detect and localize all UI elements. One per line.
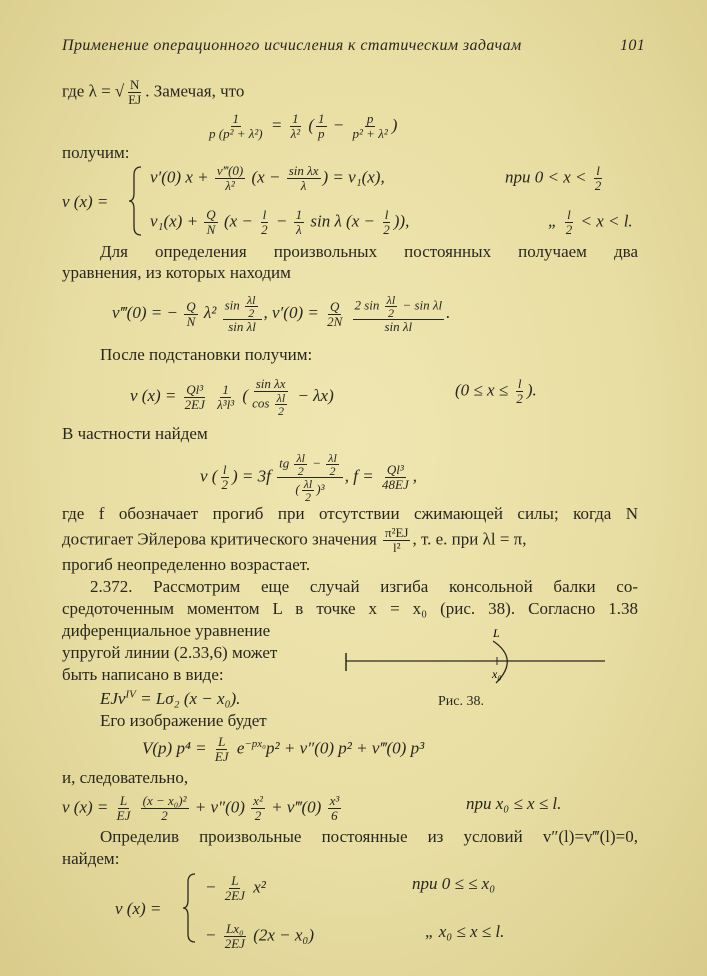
numerator: [383, 208, 391, 223]
numerator: [220, 383, 231, 398]
text-line: быть написано в виде:: [62, 665, 224, 684]
math-text: −: [308, 455, 325, 471]
math-text: + v‴(0): [266, 797, 326, 817]
math-text: x³: [329, 793, 340, 808]
fraction: [250, 377, 291, 417]
math-text: λl: [296, 451, 305, 465]
fraction: [275, 392, 288, 417]
fraction: [215, 383, 236, 412]
fraction: [294, 208, 305, 237]
numerator: [254, 377, 288, 392]
formula-partial-fractions: [205, 112, 397, 141]
formula-midpoint: [200, 452, 417, 503]
text-line: Определив произвольные постоянные из условий v″(l)=v‴(l)=0,: [100, 827, 638, 846]
numerator: [294, 208, 305, 223]
denominator: [246, 307, 256, 319]
formula-differential-equation: [100, 689, 240, 709]
math-text: v‴(0): [216, 163, 244, 178]
math-text: l: [262, 207, 267, 222]
math-text: 2: [565, 222, 573, 237]
fraction: [316, 112, 327, 141]
denominator: [303, 491, 313, 503]
math-text: EJ: [128, 92, 142, 107]
formula-condition: [505, 164, 605, 193]
math-text: λ: [296, 222, 302, 237]
math-text: x²: [248, 877, 266, 897]
math-text: 2: [304, 490, 311, 504]
fraction: [223, 294, 262, 334]
math-text: Lx₀: [226, 921, 244, 936]
math-text: 1: [232, 111, 240, 126]
math-text: 2: [261, 222, 268, 237]
denominator: [253, 809, 264, 823]
text-line: и, следовательно,: [62, 768, 189, 787]
denominator: [293, 478, 326, 503]
denominator: [213, 750, 231, 764]
math-text: 2 sin: [354, 297, 383, 313]
math-text: (: [295, 481, 300, 497]
denominator: [115, 809, 133, 823]
formula-laplace-image: [142, 735, 424, 764]
denominator: [328, 465, 338, 477]
math-text: 2: [387, 306, 394, 320]
math-text: sin: [224, 297, 243, 313]
numerator: [128, 78, 141, 93]
math-text: N: [130, 77, 140, 92]
math-text: L: [231, 873, 239, 888]
math-text: λl: [303, 477, 313, 491]
math-text: N: [206, 222, 216, 237]
denominator: [250, 392, 291, 417]
math-text: [134, 797, 138, 816]
numerator: [221, 463, 229, 478]
math-text: x²: [253, 793, 263, 808]
fraction: [564, 208, 575, 237]
fraction: [277, 452, 343, 503]
numerator: [229, 874, 240, 889]
numerator: [277, 452, 343, 478]
numerator: [385, 463, 406, 478]
math-text: −: [205, 877, 221, 897]
denominator: [391, 541, 403, 555]
math-text: Q: [186, 298, 196, 314]
math-text: )³: [316, 481, 325, 497]
fraction: [126, 78, 143, 107]
denominator: [380, 478, 411, 492]
math-text: 1: [222, 381, 229, 397]
math-text: 2EJ: [184, 396, 205, 412]
math-text: V(p) p⁴ =: [142, 738, 211, 758]
formula-constants: [112, 294, 450, 334]
denominator: [294, 223, 304, 237]
numerator: [328, 794, 342, 809]
math-text: ): [391, 115, 398, 135]
math-text: Q: [329, 298, 340, 314]
fraction: [381, 208, 392, 237]
math-text: 2EJ: [224, 888, 245, 903]
denominator: [564, 223, 575, 237]
numerator: [118, 794, 129, 809]
math-text: (x −: [219, 211, 258, 231]
math-text: sin λx: [288, 163, 319, 178]
math-text: . Замечая, что: [145, 81, 245, 101]
math-text: 2EJ: [224, 936, 245, 951]
math-text: EJ: [214, 749, 229, 764]
math-text: =: [266, 115, 287, 135]
fraction: [207, 112, 265, 141]
math-text: sin λl: [228, 319, 256, 334]
math-text: Ql³: [186, 381, 204, 397]
text-line: [62, 526, 638, 555]
running-header: Применение операционного исчисления к статическим задачам: [62, 37, 522, 54]
numerator: [328, 300, 341, 315]
denominator: [276, 405, 286, 417]
math-text: = Lσ₂ (x − x₀).: [135, 689, 241, 708]
fraction: [215, 164, 245, 193]
fraction: [380, 463, 411, 492]
text-line: прогиб неопределенно возрастает.: [62, 555, 311, 574]
formula-row: [150, 208, 409, 237]
denominator: [223, 889, 247, 903]
math-text: Q: [206, 207, 216, 222]
math-text: достигает Эйлерова критического значения: [62, 529, 382, 549]
figure-caption: Рис. 38.: [438, 694, 484, 709]
math-text: (x − x₀)²: [142, 793, 187, 808]
denominator: [219, 478, 230, 492]
math-text: l: [596, 163, 600, 178]
text-line: [62, 78, 244, 107]
math-text: λ²: [225, 178, 235, 193]
text-line: найдем:: [62, 849, 120, 868]
math-text: 1: [295, 207, 303, 222]
math-text: π²EJ: [385, 525, 409, 540]
numerator: [215, 164, 245, 179]
math-text: 2: [297, 464, 304, 478]
fraction: [325, 300, 344, 329]
numerator: [365, 112, 376, 127]
math-text: (0 ≤ x ≤: [455, 380, 513, 400]
denominator: [325, 315, 344, 329]
piecewise-lhs: v (x) =: [115, 899, 162, 918]
math-text: l²: [392, 540, 401, 555]
denominator: [296, 465, 306, 477]
math-text: 2: [594, 178, 602, 193]
math-text: ) = 3f: [231, 466, 276, 486]
numerator: [287, 164, 321, 179]
math-text: l: [567, 207, 571, 222]
fraction: [289, 112, 303, 141]
math-text: p (p² + λ²): [209, 126, 263, 141]
math-text: [346, 303, 350, 322]
math-text: p: [318, 126, 325, 141]
math-text: ,: [412, 466, 417, 486]
formula-row: [205, 874, 266, 903]
math-text: λ: [300, 178, 307, 193]
fraction: [294, 452, 307, 477]
math-text: tg: [279, 455, 293, 471]
fraction: [141, 794, 189, 823]
math-text: 2N: [327, 313, 343, 329]
fraction: [184, 300, 197, 329]
numerator: [184, 300, 197, 315]
math-text: 1: [292, 111, 299, 126]
denominator: [381, 223, 392, 237]
text-line: Его изображение будет: [100, 711, 267, 730]
math-text: .: [446, 302, 451, 322]
numerator: [353, 294, 445, 320]
math-text: ) = v₁(x),: [322, 167, 385, 187]
math-text: p: [366, 111, 374, 126]
brace-icon: [182, 872, 198, 944]
denominator: [226, 320, 258, 334]
denominator: [207, 127, 265, 141]
numerator: [204, 208, 217, 223]
numerator: [290, 112, 301, 127]
denominator: [223, 937, 247, 951]
fraction: [383, 526, 410, 555]
fraction: [245, 294, 258, 319]
math-text: 2: [516, 391, 523, 406]
fraction: [302, 478, 315, 503]
math-text: − sin λl: [399, 297, 443, 313]
math-text: при 0 < x <: [505, 167, 591, 187]
fraction: [219, 463, 230, 492]
fraction: [328, 794, 342, 823]
moment-label: L: [493, 626, 500, 640]
fraction: [385, 294, 398, 319]
math-text: + v″(0): [190, 797, 250, 817]
math-text: λl: [246, 293, 256, 307]
math-text: sin λl: [384, 319, 413, 334]
math-text: −: [205, 925, 221, 945]
denominator: [316, 127, 327, 141]
math-text: 48EJ: [382, 477, 409, 492]
math-text: v‴(0) = −: [112, 302, 183, 322]
denominator: [593, 179, 604, 193]
numerator: [224, 922, 246, 937]
denominator: [514, 392, 525, 406]
math-text: λl: [276, 391, 286, 405]
math-text: (x −: [247, 167, 285, 187]
math-text: λl: [328, 451, 337, 465]
fraction: [204, 208, 217, 237]
formula-row: [150, 164, 385, 193]
formula-solution: [130, 377, 334, 417]
math-text: (: [304, 115, 315, 135]
math-text: ).: [526, 380, 537, 400]
fraction: [251, 794, 265, 823]
fraction: [223, 922, 247, 951]
math-text: l: [222, 462, 227, 477]
fraction: [593, 164, 604, 193]
math-text: cos: [252, 395, 273, 411]
numerator: [184, 383, 205, 398]
math-text: 1: [318, 111, 325, 126]
numerator: [383, 526, 410, 541]
math-text: L: [119, 793, 128, 808]
fraction: [183, 383, 207, 412]
numerator: [516, 377, 524, 392]
math-text: , v′(0) =: [263, 302, 324, 322]
numerator: [261, 208, 269, 223]
math-text: )),: [393, 211, 410, 231]
math-text: 2: [248, 306, 255, 320]
superscript: IV: [125, 688, 136, 701]
math-text: [209, 386, 213, 405]
math-text: λ²: [290, 126, 301, 141]
denominator: [215, 398, 236, 412]
numerator: [251, 794, 265, 809]
text-line: диференциальное уравнение: [62, 621, 271, 640]
fraction: [514, 377, 525, 406]
numerator: [216, 735, 227, 750]
math-text: p² + v″(0) p² + v‴(0) p³: [266, 738, 425, 758]
text-line: средоточенным моментом L в точке x = x₀ (рис. 38). Согласно 1.38: [62, 599, 638, 618]
math-text: l: [384, 207, 389, 222]
denominator: [183, 398, 207, 412]
piecewise-lhs: v (x) =: [62, 192, 109, 211]
text-line: В частности найдем: [62, 424, 208, 443]
fraction: [223, 874, 247, 903]
denominator: [386, 307, 396, 319]
denominator: [159, 809, 170, 823]
fraction: [259, 208, 270, 237]
figure-38-beam: [330, 625, 620, 687]
math-text: 2: [277, 404, 284, 418]
superscript: −px₀: [244, 737, 266, 750]
math-text: , f =: [344, 466, 378, 486]
math-text: v (x) =: [130, 385, 181, 405]
math-text: v′(0) x +: [150, 167, 213, 187]
fraction: [353, 294, 445, 334]
formula-row: [205, 922, 314, 951]
math-text: 2: [329, 464, 336, 478]
denominator: [126, 93, 143, 107]
math-text: (2x − x₀): [248, 925, 314, 945]
fraction: [351, 112, 390, 141]
text-line: уравнения, из которых находим: [62, 263, 291, 282]
formula-condition: [455, 377, 537, 406]
text-line: получим:: [62, 143, 130, 162]
math-text: − λx): [293, 385, 334, 405]
numerator: [223, 294, 262, 320]
math-text: 2: [161, 808, 168, 823]
fraction: [213, 735, 231, 764]
formula-deflection: [62, 794, 343, 823]
denominator: [185, 315, 198, 329]
numerator: [565, 208, 573, 223]
math-text: где λ = √: [62, 81, 125, 101]
denominator: [351, 127, 390, 141]
math-text: 2: [254, 808, 262, 823]
denominator: [382, 320, 414, 334]
denominator: [289, 127, 303, 141]
text-line: упругой линии (2.33,6) может: [62, 643, 278, 662]
math-text: 2: [221, 477, 228, 492]
math-text: e: [232, 738, 245, 758]
math-text: , т. е. при λl = π,: [412, 529, 527, 549]
numerator: [316, 112, 327, 127]
math-text: EJ: [116, 808, 131, 823]
math-text: λl: [386, 293, 396, 307]
formula-condition: „ x₀ ≤ x ≤ l.: [425, 922, 505, 941]
text-line: где f обозначает прогиб при отсутствии сжимающей силы; когда N: [62, 504, 638, 523]
denominator: [259, 223, 270, 237]
denominator: [299, 179, 309, 193]
math-text: „: [548, 211, 562, 231]
math-text: v₁(x) +: [150, 211, 203, 231]
numerator: [141, 794, 189, 809]
math-text: < x < l.: [576, 211, 633, 231]
fraction: [326, 452, 339, 477]
denominator: [329, 809, 340, 823]
math-text: v (: [200, 466, 218, 486]
denominator: [205, 223, 218, 237]
math-text: sin λ (x −: [306, 211, 380, 231]
math-text: l: [517, 376, 522, 391]
math-text: λ³l³: [217, 396, 235, 412]
numerator: [594, 164, 602, 179]
brace-icon: [128, 165, 144, 237]
math-text: (: [238, 385, 249, 405]
formula-condition: при x₀ ≤ x ≤ l.: [466, 794, 562, 813]
math-text: Ql³: [386, 462, 404, 477]
text-line: После подстановки получим:: [100, 345, 313, 364]
page-number: 101: [620, 37, 646, 54]
formula-condition: при 0 ≤ ≤ x₀: [412, 874, 496, 893]
formula-condition: [548, 208, 633, 237]
math-text: 2: [383, 222, 390, 237]
math-text: 6: [331, 808, 338, 823]
math-text: L: [218, 734, 226, 749]
math-text: λ²: [199, 302, 221, 322]
math-text: p² + λ²: [352, 126, 388, 141]
denominator: [223, 179, 237, 193]
math-text: EJv: [100, 689, 126, 708]
point-label: x₀: [492, 667, 502, 681]
numerator: [231, 112, 242, 127]
fraction: [287, 164, 321, 193]
math-text: −: [271, 211, 292, 231]
math-text: −: [328, 115, 349, 135]
math-text: N: [186, 313, 196, 329]
math-text: v (x) =: [62, 797, 113, 817]
section-2-372: 2.372. Рассмотрим еще случай изгиба консольной балки со-: [90, 577, 638, 596]
fraction: [115, 794, 133, 823]
math-text: sin λx: [255, 376, 286, 391]
text-line: Для определения произвольных постоянных получаем два: [100, 242, 638, 261]
